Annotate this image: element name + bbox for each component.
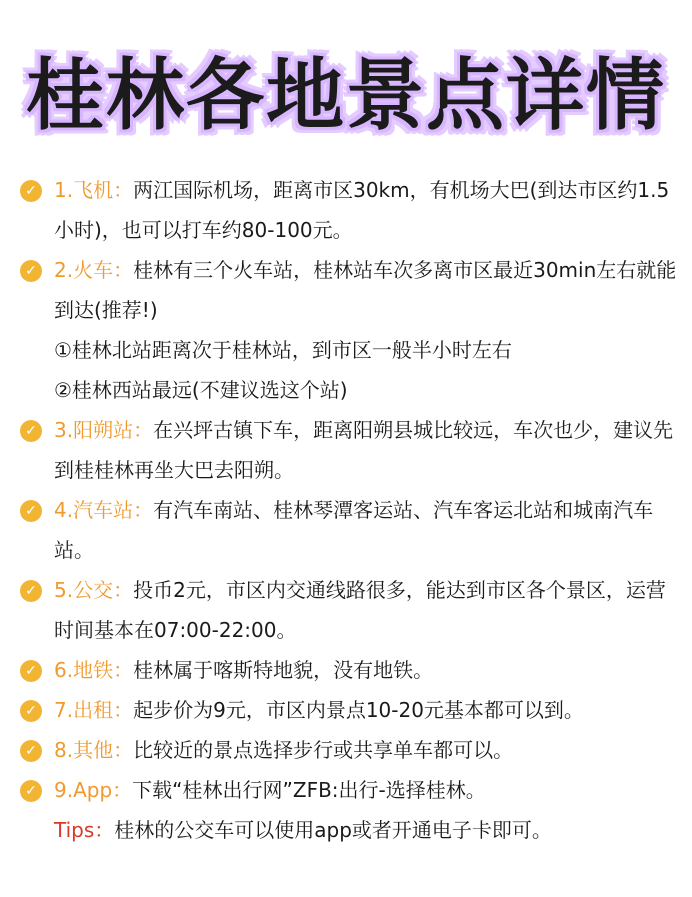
train-sub-1: ①桂林北站距离次于桂林站，到市区一般半小时左右 [54,338,512,362]
tips-text: 桂林的公交车可以使用app或者开通电子卡即可。 [114,818,552,842]
list-item [20,730,680,770]
list-item [20,690,680,730]
check-circle-icon: ✓ [20,500,42,522]
item-text: 有汽车南站、桂林琴潭客运站、汽车客运北站和城南汽车站。 [54,498,654,562]
list-item [20,770,680,810]
list-item [20,490,680,570]
item-label: 6.地铁： [54,658,134,682]
list-item [20,170,680,250]
item-label: 9.App： [54,778,133,802]
item-label: 8.其他： [54,738,134,762]
list-item [20,410,680,490]
item-text: 下载“桂林出行网”ZFB:出行-选择桂林。 [132,778,486,802]
item-label: 7.出租： [54,698,134,722]
item-text: 桂林属于喀斯特地貌，没有地铁。 [133,658,434,682]
item-text: 两江国际机场，距离市区30km，有机场大巴(到达市区约1.5小时)，也可以打车约80-100元。 [54,178,670,242]
item-text: 桂林有三个火车站，桂林站车次多离市区最近30min左右就能到达(推荐!) [54,258,677,322]
check-circle-icon: ✓ [20,180,42,202]
item-text: 比较近的景点选择步行或共享单车都可以。 [133,738,514,762]
check-circle-icon: ✓ [20,580,42,602]
list-item [20,570,680,650]
item-text: 投币2元，市区内交通线路很多，能达到市区各个景区，运营时间基本在07:00-22:00。 [54,578,666,642]
item-text: 在兴坪古镇下车，距离阳朔县城比较远，车次也少，建议先到桂桂林再坐大巴去阳朔。 [54,418,674,482]
train-sub-2: ②桂林西站最远(不建议选这个站) [54,378,348,402]
tips-line [20,810,680,850]
content-list [20,170,680,850]
item-label: 3.阳朔站： [54,418,154,442]
check-circle-icon: ✓ [20,260,42,282]
item-label: 4.汽车站： [54,498,154,522]
check-circle-icon: ✓ [20,780,42,802]
item-label: 1.飞机： [54,178,134,202]
tips-label: Tips： [54,818,115,842]
item-label: 2.火车： [54,258,134,282]
check-circle-icon: ✓ [20,420,42,442]
title-area [0,52,692,142]
check-circle-icon: ✓ [20,660,42,682]
item-label: 5.公交： [54,578,134,602]
list-item [20,650,680,690]
page-title: 桂林各地景点详情 [25,51,666,141]
item-text: 起步价为9元，市区内景点10-20元基本都可以到。 [133,698,584,722]
list-item [20,250,680,330]
check-circle-icon: ✓ [20,740,42,762]
check-circle-icon: ✓ [20,700,42,722]
